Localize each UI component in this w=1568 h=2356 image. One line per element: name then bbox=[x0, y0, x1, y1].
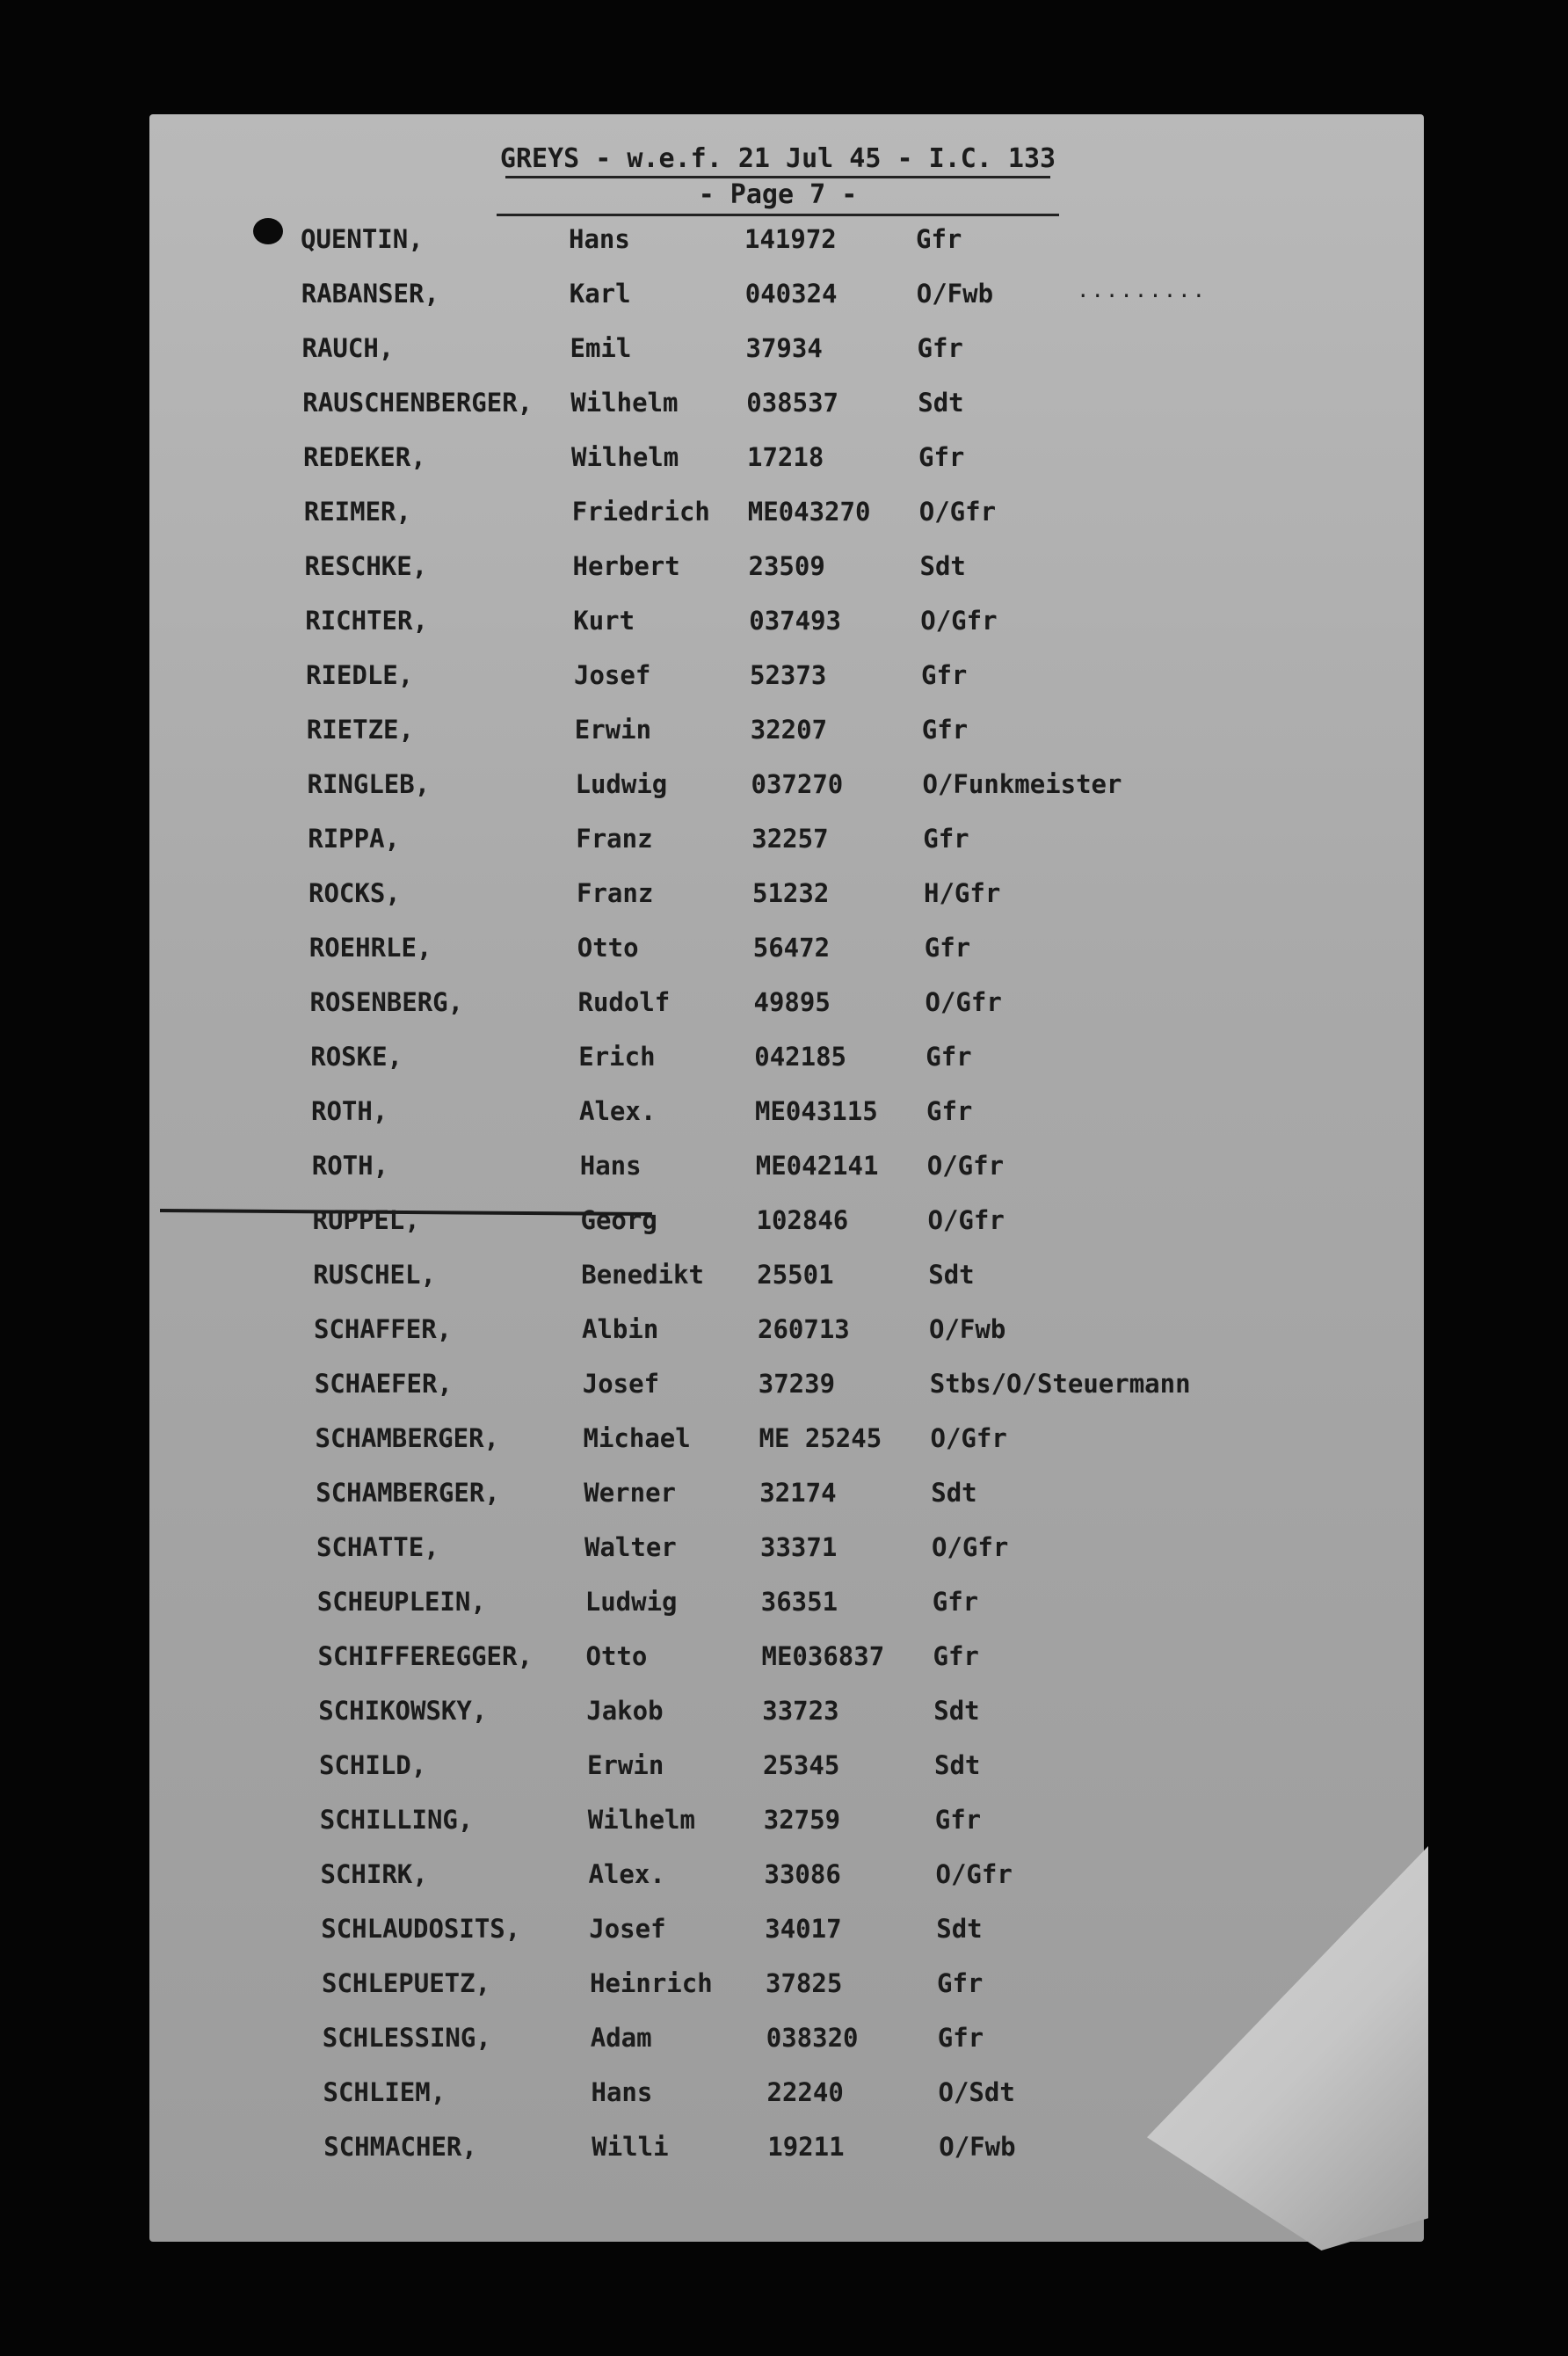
rank: Gfr bbox=[921, 660, 968, 690]
surname: ROEHRLE, bbox=[309, 933, 432, 963]
rank: O/Fwb bbox=[916, 279, 994, 309]
first-name: Walter bbox=[584, 1532, 677, 1562]
list-item bbox=[322, 1966, 1376, 2001]
service-number: ME036837 bbox=[761, 1641, 885, 1671]
list-item bbox=[323, 2129, 1378, 2164]
surname: SCHAMBERGER, bbox=[315, 1423, 500, 1453]
list-item bbox=[308, 767, 1362, 802]
first-name: Erwin bbox=[574, 715, 652, 745]
first-name: Benedikt bbox=[581, 1260, 704, 1290]
rank: Sdt bbox=[933, 1696, 980, 1726]
service-number: 37934 bbox=[745, 333, 823, 363]
first-name: Erwin bbox=[587, 1750, 664, 1780]
surname: RAUSCHENBERGER, bbox=[302, 388, 534, 418]
list-item bbox=[305, 549, 1360, 584]
first-name: Wilhelm bbox=[587, 1805, 695, 1835]
surname: RAUCH, bbox=[301, 333, 395, 363]
service-number: 37825 bbox=[766, 1968, 843, 1998]
service-number: ME042141 bbox=[755, 1151, 879, 1181]
service-number: ME043115 bbox=[755, 1096, 878, 1126]
rank: O/Fwb bbox=[939, 2132, 1016, 2162]
rank: Sdt bbox=[934, 1750, 981, 1780]
rank: Gfr bbox=[933, 1641, 979, 1671]
list-item bbox=[323, 2020, 1377, 2055]
first-name: Alex. bbox=[579, 1096, 657, 1126]
rank: Gfr bbox=[918, 442, 965, 472]
service-number: 102846 bbox=[756, 1205, 849, 1235]
surname: SCHIRK, bbox=[320, 1859, 428, 1889]
service-number: 042185 bbox=[754, 1042, 847, 1072]
rank: Sdt bbox=[931, 1478, 977, 1508]
list-item bbox=[313, 1257, 1368, 1292]
first-name: Franz bbox=[577, 878, 654, 908]
surname: SCHLEPUETZ, bbox=[322, 1968, 491, 1998]
service-number: 34017 bbox=[765, 1914, 842, 1944]
first-name: Wilhelm bbox=[570, 388, 679, 418]
first-name: Adam bbox=[590, 2023, 652, 2053]
first-name: Erich bbox=[578, 1042, 656, 1072]
rank: Gfr bbox=[932, 1587, 979, 1617]
rank: O/Sdt bbox=[938, 2077, 1015, 2107]
rank: O/Gfr bbox=[935, 1859, 1013, 1889]
first-name: Josef bbox=[582, 1369, 660, 1399]
first-name: Franz bbox=[576, 824, 653, 854]
rank: Gfr bbox=[924, 933, 971, 963]
surname: SCHAFFER, bbox=[314, 1314, 453, 1344]
service-number: 23509 bbox=[748, 551, 825, 581]
list-item bbox=[306, 658, 1361, 693]
surname: SCHATTE, bbox=[316, 1532, 439, 1562]
rank: Sdt bbox=[936, 1914, 983, 1944]
first-name: Karl bbox=[569, 279, 631, 309]
surname: SCHEUPLEIN, bbox=[316, 1587, 486, 1617]
rank: Sdt bbox=[928, 1260, 975, 1290]
service-number: 36351 bbox=[760, 1587, 838, 1617]
list-item bbox=[318, 1693, 1373, 1728]
rank: Gfr bbox=[916, 224, 962, 254]
rank: O/Gfr bbox=[932, 1532, 1009, 1562]
surname: SCHILD, bbox=[319, 1750, 427, 1780]
first-name: Josef bbox=[574, 660, 651, 690]
service-number: 33371 bbox=[760, 1532, 838, 1562]
surname: RIETZE, bbox=[306, 715, 414, 745]
surname: RABANSER, bbox=[301, 279, 439, 309]
first-name: Herbert bbox=[572, 551, 680, 581]
first-name: Hans bbox=[579, 1151, 642, 1181]
list-item bbox=[317, 1584, 1372, 1619]
surname: ROTH, bbox=[311, 1151, 389, 1181]
rank: O/Gfr bbox=[925, 987, 1002, 1017]
surname: ROTH, bbox=[311, 1096, 388, 1126]
surname: RICHTER, bbox=[305, 606, 428, 636]
surname: SCHMACHER, bbox=[323, 2132, 477, 2162]
rank: Gfr bbox=[923, 824, 969, 854]
list-item bbox=[302, 385, 1357, 420]
surname: ROSENBERG, bbox=[309, 987, 464, 1017]
first-name: Albin bbox=[582, 1314, 659, 1344]
rank: O/Gfr bbox=[926, 1151, 1005, 1181]
first-name: Ludwig bbox=[575, 769, 668, 799]
service-number: 32207 bbox=[750, 715, 828, 745]
rank: Stbs/O/Steuermann bbox=[929, 1369, 1191, 1399]
service-number: 37239 bbox=[758, 1369, 836, 1399]
list-item bbox=[316, 1475, 1370, 1510]
list-item bbox=[314, 1312, 1368, 1347]
list-item bbox=[312, 1148, 1367, 1183]
rank: O/Fwb bbox=[929, 1314, 1006, 1344]
service-number: 49895 bbox=[753, 987, 831, 1017]
service-number: 33723 bbox=[762, 1696, 839, 1726]
first-name: Rudolf bbox=[577, 987, 671, 1017]
rank: O/Gfr bbox=[930, 1423, 1007, 1453]
rank: O/Gfr bbox=[927, 1205, 1005, 1235]
rank: O/Funkmeister bbox=[922, 769, 1122, 799]
surname: RESCHKE, bbox=[304, 551, 428, 581]
surname: SCHILLING, bbox=[319, 1805, 474, 1835]
list-item bbox=[316, 1421, 1370, 1456]
service-number: 32257 bbox=[751, 824, 829, 854]
list-item bbox=[323, 2075, 1378, 2110]
service-number: 52373 bbox=[750, 660, 827, 690]
list-item bbox=[315, 1366, 1369, 1401]
surname: RINGLEB, bbox=[307, 769, 431, 799]
list-item bbox=[320, 1802, 1375, 1837]
surname: RIPPA, bbox=[308, 824, 401, 854]
list-item bbox=[307, 712, 1361, 747]
service-number: 040324 bbox=[744, 279, 838, 309]
list-item bbox=[301, 222, 1355, 257]
rank: Gfr bbox=[917, 333, 963, 363]
service-number: 037493 bbox=[749, 606, 842, 636]
service-number: 32174 bbox=[759, 1478, 837, 1508]
first-name: Emil bbox=[570, 333, 632, 363]
surname: RUPPEL, bbox=[312, 1205, 420, 1235]
header-title: GREYS - w.e.f. 21 Jul 45 - I.C. 133 bbox=[499, 143, 1056, 174]
service-number: 25501 bbox=[757, 1260, 834, 1290]
list-item bbox=[303, 440, 1358, 475]
header-page-number: - Page 7 - bbox=[698, 179, 858, 210]
list-item bbox=[319, 1748, 1374, 1783]
first-name: Hans bbox=[569, 224, 630, 254]
list-item bbox=[302, 331, 1357, 366]
list-item bbox=[301, 276, 1356, 311]
dotted-mark: ......... bbox=[1077, 278, 1208, 302]
surname: SCHAMBERGER, bbox=[316, 1478, 500, 1508]
rank: O/Gfr bbox=[918, 497, 997, 527]
list-item bbox=[313, 1203, 1368, 1238]
first-name: Heinrich bbox=[590, 1968, 713, 1998]
service-number: 56472 bbox=[752, 933, 831, 963]
first-name: Willi bbox=[592, 2132, 669, 2162]
surname: REIMER, bbox=[303, 497, 411, 527]
service-number: ME043270 bbox=[747, 497, 871, 527]
surname: QUENTIN, bbox=[301, 224, 424, 254]
service-number: 141972 bbox=[744, 224, 837, 254]
first-name: Otto bbox=[577, 933, 639, 963]
first-name: Werner bbox=[584, 1478, 677, 1508]
surname: ROSKE, bbox=[310, 1042, 403, 1072]
service-number: 17218 bbox=[747, 442, 824, 472]
surname: SCHLESSING, bbox=[322, 2023, 491, 2053]
service-number: 32759 bbox=[763, 1805, 841, 1835]
rank: Sdt bbox=[918, 388, 964, 418]
surname: SCHLIEM, bbox=[323, 2077, 446, 2107]
first-name: Michael bbox=[583, 1423, 691, 1453]
rank: Gfr bbox=[934, 1805, 982, 1835]
rank: Gfr bbox=[926, 1096, 973, 1126]
surname: REDEKER, bbox=[303, 442, 426, 472]
first-name: Hans bbox=[591, 2077, 653, 2107]
service-number: 037270 bbox=[751, 769, 844, 799]
list-item bbox=[318, 1639, 1373, 1674]
service-number: 22240 bbox=[766, 2077, 844, 2107]
rank: Gfr bbox=[937, 1968, 984, 1998]
list-item bbox=[310, 985, 1365, 1020]
first-name: Kurt bbox=[573, 606, 635, 636]
surname: SCHAEFER, bbox=[314, 1369, 453, 1399]
service-number: 038537 bbox=[746, 388, 839, 418]
list-item bbox=[305, 603, 1360, 638]
list-item bbox=[321, 1857, 1376, 1892]
rank: Gfr bbox=[921, 715, 969, 745]
first-name: Ludwig bbox=[584, 1587, 678, 1617]
service-number: 51232 bbox=[752, 878, 830, 908]
surname: SCHIFFEREGGER, bbox=[317, 1641, 533, 1671]
list-item bbox=[304, 494, 1359, 529]
first-name: Josef bbox=[589, 1914, 666, 1944]
surname: RIEDLE, bbox=[306, 660, 414, 690]
list-item bbox=[321, 1911, 1376, 1946]
list-item bbox=[311, 1094, 1366, 1129]
service-number: 19211 bbox=[767, 2132, 845, 2162]
surname: SCHIKOWSKY, bbox=[318, 1696, 488, 1726]
rank: O/Gfr bbox=[920, 606, 998, 636]
list-item bbox=[308, 821, 1362, 856]
service-number: 33086 bbox=[764, 1859, 841, 1889]
first-name: Wilhelm bbox=[571, 442, 679, 472]
first-name: Otto bbox=[585, 1641, 648, 1671]
service-number: 038320 bbox=[766, 2023, 859, 2053]
surname: RUSCHEL, bbox=[313, 1260, 436, 1290]
service-number: 260713 bbox=[758, 1314, 850, 1344]
rank: Sdt bbox=[919, 551, 966, 581]
list-item bbox=[309, 930, 1364, 965]
rank: Gfr bbox=[926, 1042, 972, 1072]
rank: H/Gfr bbox=[924, 878, 1001, 908]
rank: Gfr bbox=[937, 2023, 984, 2053]
surname: ROCKS, bbox=[309, 878, 401, 908]
first-name: Georg bbox=[580, 1205, 657, 1235]
list-item bbox=[316, 1530, 1371, 1565]
service-number: 25345 bbox=[763, 1750, 840, 1780]
first-name: Jakob bbox=[586, 1696, 664, 1726]
surname: SCHLAUDOSITS, bbox=[321, 1914, 521, 1944]
first-name: Alex. bbox=[588, 1859, 665, 1889]
service-number: ME 25245 bbox=[759, 1423, 882, 1453]
first-name: Friedrich bbox=[571, 497, 710, 527]
list-item bbox=[310, 1039, 1365, 1074]
list-item bbox=[309, 876, 1363, 911]
